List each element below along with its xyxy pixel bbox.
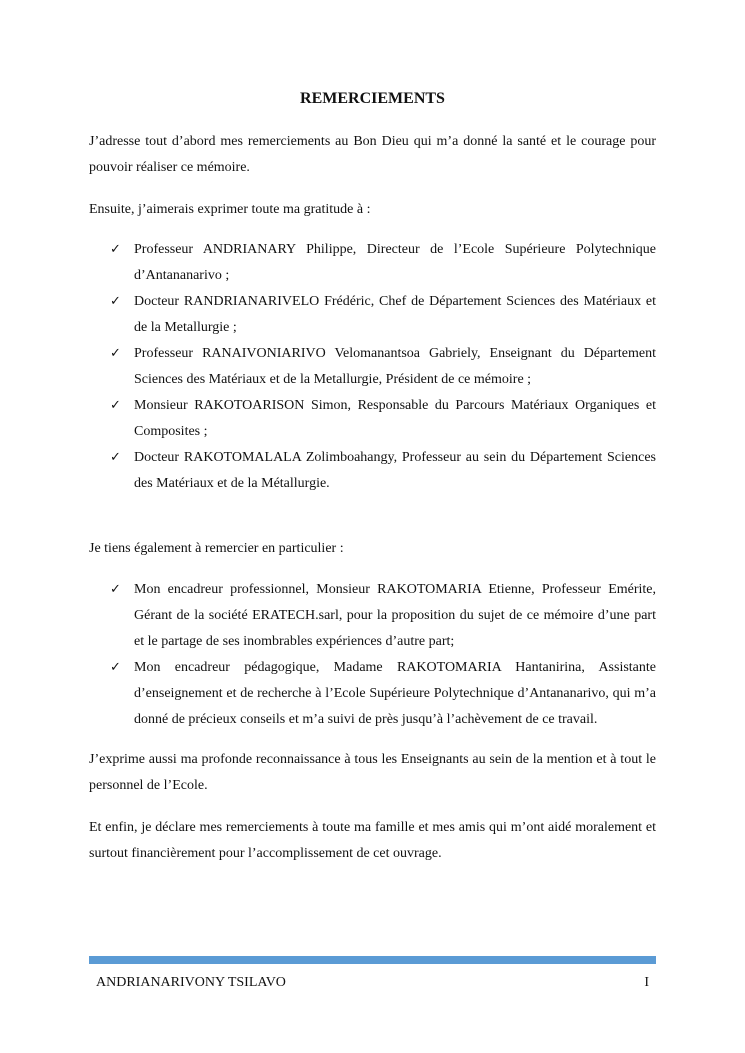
list-item-text: Monsieur RAKOTOARISON Simon, Responsable du Parcours Matériaux Organiques et Composites ; (134, 398, 656, 439)
checkmark-icon: ✓ (110, 398, 121, 413)
list-item-text: Mon encadreur pédagogique, Madame RAKOTOMARIA Hantanirina, Assistante d’enseignement et de recherche à l’Ecole Supérieure Polytechnique d’Antananarivo, qui m’a donné de précieux conseils et m’a suivi de près jusqu’à l’achèvement de ce travail. (134, 660, 656, 727)
checkmark-icon: ✓ (110, 450, 121, 465)
list-item (89, 341, 656, 393)
list-item (89, 289, 656, 341)
particular-list (89, 577, 656, 733)
gratitude-list (89, 237, 656, 497)
list-item (89, 393, 656, 445)
footer-bar (89, 956, 656, 964)
particular-intro: Je tiens également à remercier en particulier : (89, 541, 344, 556)
gratitude-intro: Ensuite, j’aimerais exprimer toute ma gratitude à : (89, 202, 371, 217)
intro-paragraph: J’adresse tout d’abord mes remerciements au Bon Dieu qui m’a donné la santé et le courage pour pouvoir réaliser ce mémoire. (89, 134, 656, 175)
list-item-text: Mon encadreur professionnel, Monsieur RAKOTOMARIA Etienne, Professeur Emérite, Gérant de la société ERATECH.sarl, pour la proposition du sujet de ce mémoire d’une part et le partage de ses inombrables expériences d’autre part; (134, 582, 656, 649)
teachers-paragraph: J’exprime aussi ma profonde reconnaissance à tous les Enseignants au sein de la mention et à tout le personnel de l’Ecole. (89, 752, 656, 793)
checkmark-icon: ✓ (110, 294, 121, 309)
footer-page-number: I (644, 975, 649, 990)
list-item (89, 445, 656, 497)
checkmark-icon: ✓ (110, 346, 121, 361)
list-item (89, 655, 656, 733)
list-item-text: Professeur RANAIVONIARIVO Velomanantsoa Gabriely, Enseignant du Département Sciences des Matériaux et de la Metallurgie, Président de ce mémoire ; (134, 346, 656, 387)
list-item-text: Professeur ANDRIANARY Philippe, Directeur de l’Ecole Supérieure Polytechnique d’Antananarivo ; (134, 242, 656, 283)
checkmark-icon: ✓ (110, 582, 121, 597)
list-item (89, 237, 656, 289)
footer-author: ANDRIANARIVONY TSILAVO (96, 975, 286, 990)
list-item (89, 577, 656, 655)
list-item-text: Docteur RANDRIANARIVELO Frédéric, Chef de Département Sciences des Matériaux et de la Metallurgie ; (134, 294, 656, 335)
list-item-text: Docteur RAKOTOMALALA Zolimboahangy, Professeur au sein du Département Sciences des Matériaux et de la Métallurgie. (134, 450, 656, 491)
page-title: REMERCIEMENTS (300, 90, 445, 107)
checkmark-icon: ✓ (110, 660, 121, 675)
checkmark-icon: ✓ (110, 242, 121, 257)
family-paragraph: Et enfin, je déclare mes remerciements à toute ma famille et mes amis qui m’ont aidé moralement et surtout financièrement pour l’accomplissement de cet ouvrage. (89, 820, 656, 861)
